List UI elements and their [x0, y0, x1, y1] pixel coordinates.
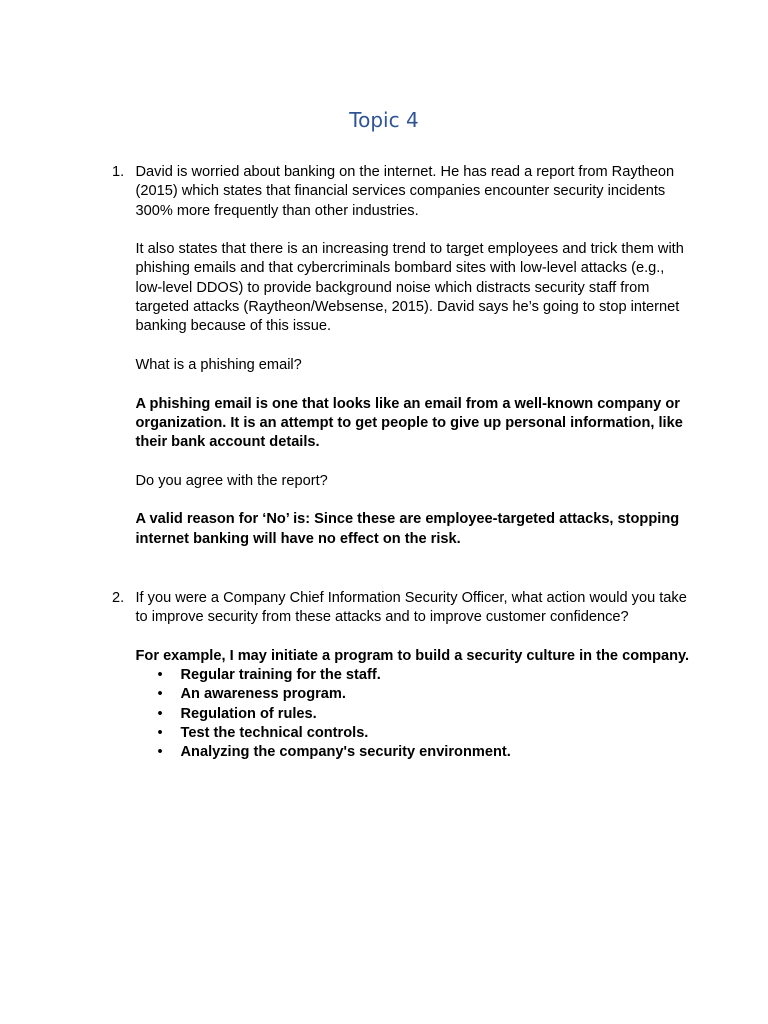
list-item-text: An awareness program. — [180, 686, 346, 703]
list-item-text: Regular training for the staff. — [180, 667, 381, 684]
bullet-icon: • — [157, 705, 163, 722]
bullet-icon: • — [157, 744, 163, 761]
bullet-icon: • — [157, 725, 163, 742]
list-item-text: Regulation of rules. — [180, 705, 317, 722]
sub-question: Do you agree with the report? — [135, 472, 328, 489]
page-title: Topic 4 — [349, 108, 419, 132]
list-item — [136, 705, 692, 724]
list-item — [136, 685, 692, 704]
list-item-text: Analyzing the company's security environment. — [180, 744, 511, 761]
question-body — [136, 163, 692, 549]
question-text: David is worried about banking on the internet. He has read a report from Raytheon (2015) which states that financial services companies encounter security incidents 300% more frequently than other industries. — [135, 164, 675, 219]
question-text: It also states that there is an increasing trend to target employees and trick them with phishing emails and that cybercriminals bombard sites with low-level attacks (e.g., low-level DDOS) to provide background noise which distracts security staff from targeted attacks (Raytheon/Websense, 2015). David says he’s going to stop internet banking because of this issue. — [135, 241, 684, 335]
question-number: 1. — [112, 164, 125, 180]
bullet-icon: • — [157, 667, 163, 684]
question-body — [136, 589, 692, 763]
sub-question: What is a phishing email? — [135, 356, 302, 373]
list-item — [136, 666, 692, 685]
question-text: If you were a Company Chief Information Security Officer, what action would you take to improve security from these attacks and to improve customer confidence? — [135, 590, 687, 626]
list-item-text: Test the technical controls. — [180, 725, 369, 742]
list-item — [136, 743, 692, 762]
question-number: 2. — [112, 590, 125, 606]
answer-text: A phishing email is one that looks like an email from a well-known company or organization. It is an attempt to get people to give up personal information, like their bank account details. — [135, 395, 683, 451]
list-item — [136, 724, 692, 743]
bullet-icon: • — [157, 686, 163, 703]
answer-text: For example, I may initiate a program to build a security culture in the company. — [135, 647, 690, 664]
action-list — [136, 666, 692, 762]
answer-text: A valid reason for ‘No’ is: Since these are employee-targeted attacks, stopping internet banking will have no effect on the risk. — [135, 511, 680, 547]
